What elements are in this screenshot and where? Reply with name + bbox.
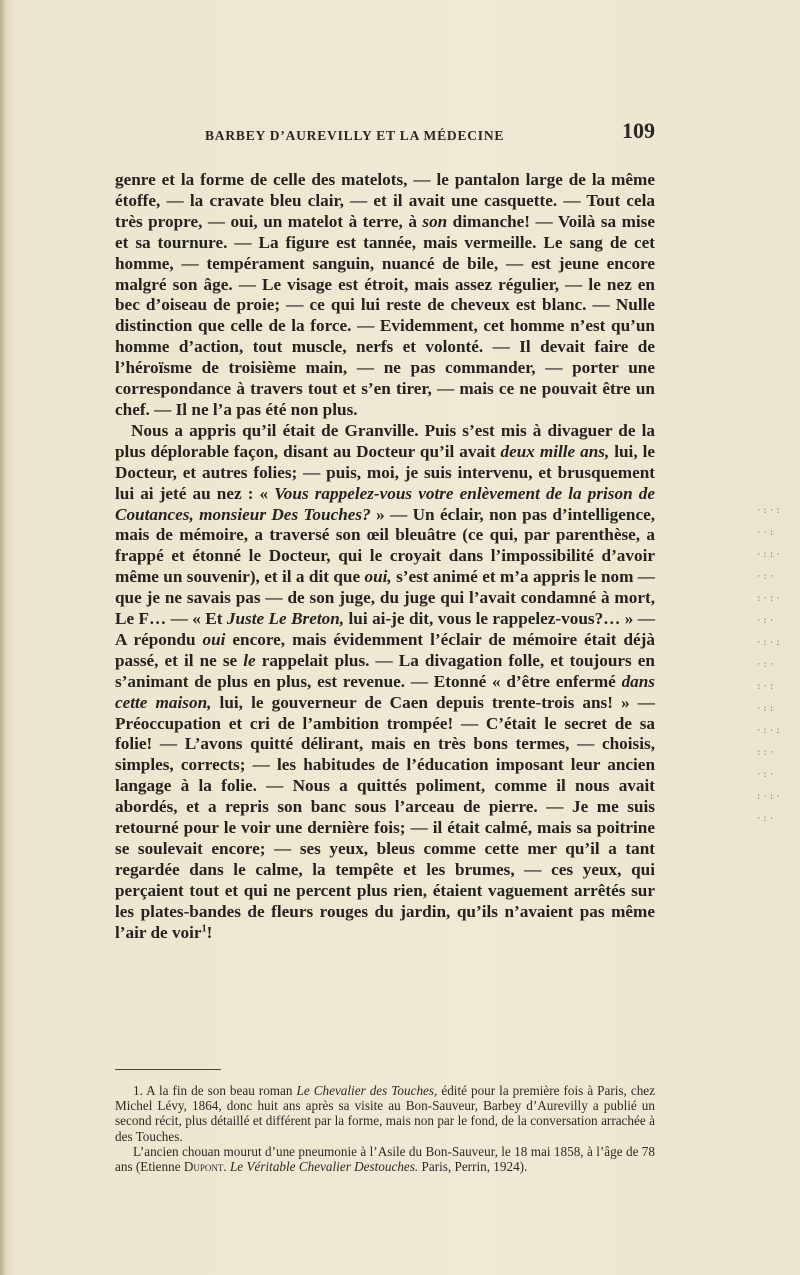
text-run: » — Un éclair, non pas d’intelligence, mais de mémoire, a traversé son œil bleuâtre (ce qui, par parenthèse, a frappé et étonné le Docteur, qui le croyait dans l’impossibilité d’avoir même un souvenir), et il a dit que: [115, 504, 655, 587]
footnote: [115, 1144, 655, 1174]
text-run: lui ai-je dit, vous le rappelez-vous?… » — A répondu: [115, 609, 655, 649]
italic-text: Juste Le Breton,: [226, 609, 345, 629]
italic-text: dans cette maison,: [115, 671, 655, 712]
footnote-ref: 1: [201, 922, 207, 934]
text-run: .: [223, 1159, 230, 1175]
paragraph: [115, 421, 655, 944]
text-run: 1. A la fin de son beau roman: [133, 1083, 297, 1098]
footnotes: [115, 1083, 655, 1174]
text-run: édité pour la première fois à Paris, chez Michel Lévy, 1864, donc huit ans après sa visite au Bon-Sauveur, Barbey d’Aurevilly a publié un second récit, plus détaillé et différent par la forme, mais non par le fond, de la conversation arrachée à des Touches.: [115, 1083, 656, 1144]
page-header: [115, 118, 655, 148]
italic-text: Le Véritable Chevalier Destouches.: [229, 1159, 419, 1175]
italic-text: oui: [202, 629, 226, 649]
italic-text: Le Chevalier des Touches,: [296, 1083, 438, 1098]
text-run: !: [206, 922, 213, 942]
body-text: [115, 170, 655, 944]
running-head: BARBEY D’AUREVILLY ET LA MÉDECINE: [205, 128, 505, 143]
text-run: encore, mais évidemment l’éclair de mémoire était déjà passé, et il ne se: [115, 629, 655, 670]
footnote: [115, 1083, 655, 1144]
text-run: genre et la forme de celle des matelots, — le pantalon large de la même étoffe, — la cravate bleu clair, — et il avait une casquette. — Tout cela très propre, — oui, un matelot à terre, à: [115, 170, 655, 231]
italic-text: oui,: [364, 567, 392, 587]
text-run: L’ancien chouan mourut d’une pneumonie à l’Asile du Bon-Sauveur, le 18 mai 1858, à l’âge de 78 ans (Etienne: [115, 1143, 655, 1175]
text-run: rappelait plus. — La divagation folle, et toujours en s’animant de plus en plus, est revenue. — Etonné « d’être enfermé: [115, 650, 655, 691]
page-number: 109: [622, 118, 655, 143]
text-run: lui, le Docteur, et autres folies; — puis, moi, je suis intervenu, et brusquement lui ai jeté au nez : «: [115, 441, 655, 503]
italic-text: son: [422, 211, 448, 231]
text-run: Dupont: [183, 1159, 224, 1175]
italic-text: deux mille ans,: [500, 441, 610, 461]
text-run: dimanche! — Voilà sa mise et sa tournure. — La figure est tannée, mais vermeille. Le sang de cet homme, — tempérament sanguin, nuancé de bile, — est jeune encore malgré son âge. — Le visage est étroit, mais assez régulier, — le nez en bec d’oiseau de proie; — ce qui lui reste de cheveux est blanc. — Nulle distinction que celle de la force. — Evidemment, cet homme n’est qu’un homme d’action, tout muscle, nerfs et volonté. — Il devait faire de l’héroïsme de troisième main, — ne pas commander, — porter une correspondance à travers tout et s’en tirer, — mais ce ne pouvait être un chef. — Il ne l’a pas été non plus.: [115, 211, 655, 419]
footnote-rule: [115, 1069, 221, 1070]
text-run: s’est animé et m’a appris le nom — que je ne savais pas — de son juge, du juge qui l’avait condamné à mort, Le F… — « Et: [115, 567, 655, 629]
italic-text: le: [243, 650, 256, 670]
paragraph: [115, 170, 655, 421]
text-run: Nous a appris qu’il était de Granville. Puis s’est mis à divaguer de la plus déplorable façon, disant au Docteur qu’il avait: [115, 420, 655, 461]
text-run: lui, le gouverneur de Caen depuis trente-trois ans! » — Préoccupation et cri de l’ambition trompée! — C’était le secret de sa folie! — L’avons quitté délirant, mais en très bons termes, — choisis, simples, corrects; — les habitudes de l’éducation imposant leur ancien langage à la folie. — Nous a quittés poliment, comme il nous avait abordés, et a repris son banc sous l’arceau de pierre. — Je me suis retourné pour le voir une dernière fois; — il était calmé, mais sa poitrine se soulevait encore; — ses yeux, bleus comme cette mer qu’il a tant regardée dans le calme, la tempête et les brumes, — ces yeux, qui perçaient tout et qui ne percent plus rien, étaient vaguement arrêtés sur les plates-bandes de fleurs rouges du jardin, qu’ils n’avaient pas même l’air de voir: [115, 692, 655, 942]
italic-text: Vous rappelez-vous votre enlèvement de la prison de Coutances, monsieur Des Touches?: [115, 483, 655, 524]
text-run: Paris, Perrin, 1924).: [418, 1159, 528, 1175]
page-spine-edge: [0, 0, 6, 1275]
margin-bleed-through-marks: ·:·: ··: ·::· ·:· :·:· ·:· ·:·: ·:· :·: ·:: ·:·: ::· ·:· :·:· ·:·: [756, 506, 782, 824]
